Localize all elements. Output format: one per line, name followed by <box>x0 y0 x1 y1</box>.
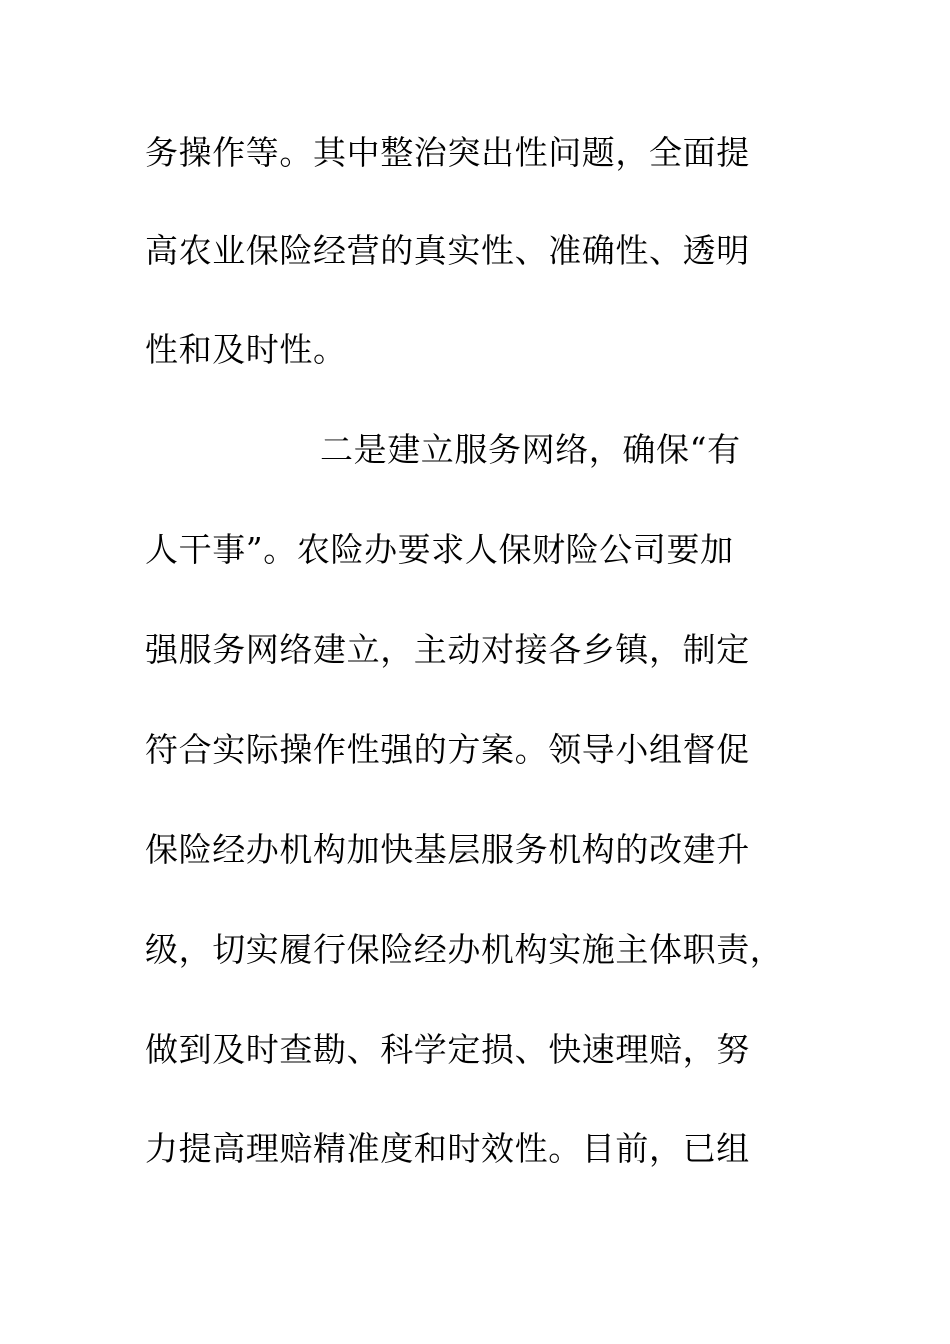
text-line: 保险经办机构加快基层服务机构的改建升 <box>145 830 750 869</box>
text-line: 人干事”。农险办要求人保财险公司要加 <box>145 530 734 569</box>
paragraph-start-line: 二是建立服务网络，确保“有 <box>320 430 741 469</box>
text-line: 做到及时查勘、科学定损、快速理赔，努 <box>145 1030 750 1069</box>
text-line: 高农业保险经营的真实性、准确性、透明 <box>145 231 750 270</box>
text-line: 级，切实履行保险经办机构实施主体职责， <box>145 930 784 969</box>
text-line: 务操作等。其中整治突出性问题，全面提 <box>145 133 750 172</box>
text-line: 力提高理赔精准度和时效性。目前，已组 <box>145 1129 750 1168</box>
text-line: 强服务网络建立，主动对接各乡镇，制定 <box>145 630 750 669</box>
text-line: 性和及时性。 <box>145 330 347 369</box>
text-line: 符合实际操作性强的方案。领导小组督促 <box>145 730 750 769</box>
